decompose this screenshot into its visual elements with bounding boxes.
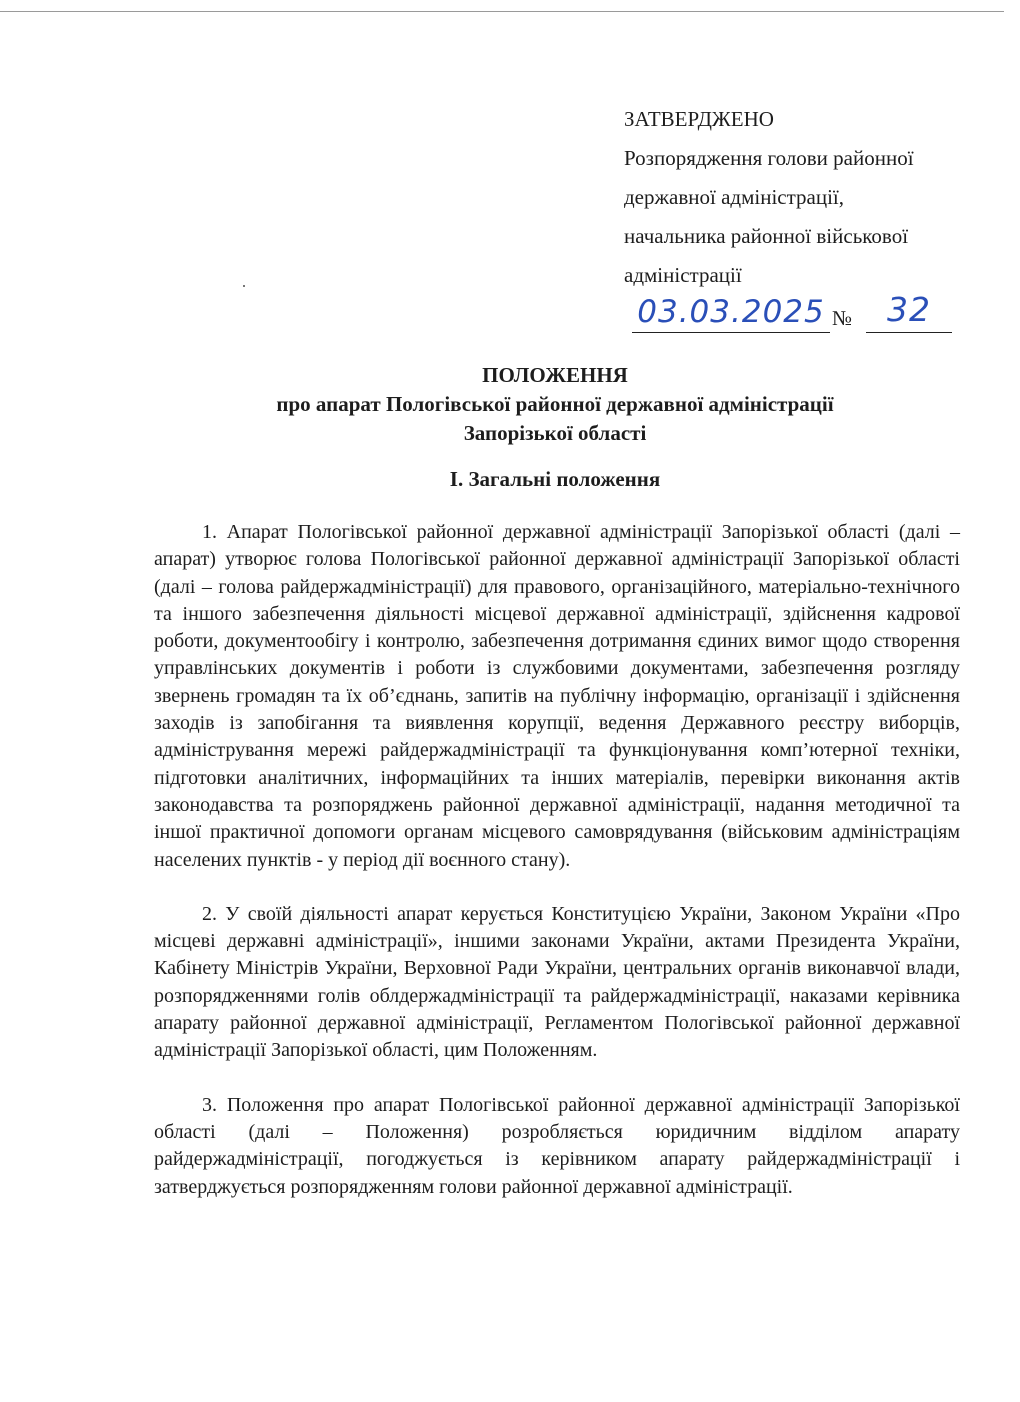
handwritten-number: 32 bbox=[887, 290, 931, 329]
approval-line-3: начальника районної військової bbox=[624, 224, 909, 248]
document-body bbox=[154, 519, 960, 1228]
approval-stamp-block bbox=[624, 100, 1004, 295]
scan-edge-line bbox=[0, 11, 1004, 12]
document-subtitle: про апарат Пологівської районної державної адміністрації bbox=[276, 392, 834, 416]
document-title: ПОЛОЖЕННЯ bbox=[482, 363, 628, 387]
approval-line-4: адміністрації bbox=[624, 263, 742, 287]
paragraph-3: 3. Положення про апарат Пологівської районної державної адміністрації Запорізької області (далі – Положення) розробляється юридичним відділом апарату райдержадміністрації, погоджується із керівником апарату райдержадміністрації і затверджується розпорядженням голови районної державної адміністрації. bbox=[154, 1093, 960, 1198]
number-label: № bbox=[832, 306, 853, 330]
approval-date-field bbox=[632, 292, 830, 333]
paragraph-2: 2. У своїй діяльності апарат керується Конституцією України, Законом України «Про місцеві державні адміністрації», іншими законами України, актами Президента України, Кабінету Міністрів України, Верховної Ради України, центральних органів виконавчої влади, розпорядженнями голів облдержадміністрації та райдержадміністрації, наказами керівника апарату районної державної адміністрації, Регламентом Пологівської районної державної адміністрації Запорізької області, цим Положенням. bbox=[154, 902, 960, 1062]
paragraph-1: 1. Апарат Пологівської районної державної адміністрації Запорізької області (далі – апарат) утворює голова Пологівської районної державної адміністрації Запорізької області (далі – голова райдержадміністрації) для правового, організаційного, матеріально-технічного та іншого забезпечення діяльності місцевої державної адміністрації, здійснення кадрової роботи, документообігу і контролю, забезпечення дотримання єдиних вимог щодо створення управлінських документів і роботи із службовими документами, забезпечення розгляду звернень громадян та їх об’єднань, запитів на публічну інформацію, організації і здійснення заходів із запобігання та виявлення корупції, ведення Державного реєстру виборців, адміністрування мережі райдержадміністрації та функціонування комп’ютерної техніки, підготовки аналітичних, інформаційних та інших матеріалів, перевірки виконання актів законодавства та розпоряджень районної державної адміністрації, надання методичної та іншої практичної допомоги органам місцевого самоврядування (військовим адміністраціям населених пунктів - у період дії воєнного стану). bbox=[154, 521, 960, 871]
approval-heading: ЗАТВЕРДЖЕНО bbox=[624, 107, 774, 131]
approval-number-field bbox=[866, 292, 952, 333]
approval-line-1: Розпорядження голови районної bbox=[624, 146, 914, 170]
approval-line-2: державної адміністрації, bbox=[624, 185, 845, 209]
document-subtitle-region: Запорізької області bbox=[463, 421, 647, 445]
handwritten-date: 03.03.2025 bbox=[637, 294, 825, 330]
scan-speck bbox=[243, 285, 245, 287]
section-heading: І. Загальні положення bbox=[449, 467, 661, 491]
document-title-block bbox=[150, 361, 960, 448]
approval-date-number-row bbox=[624, 292, 964, 340]
